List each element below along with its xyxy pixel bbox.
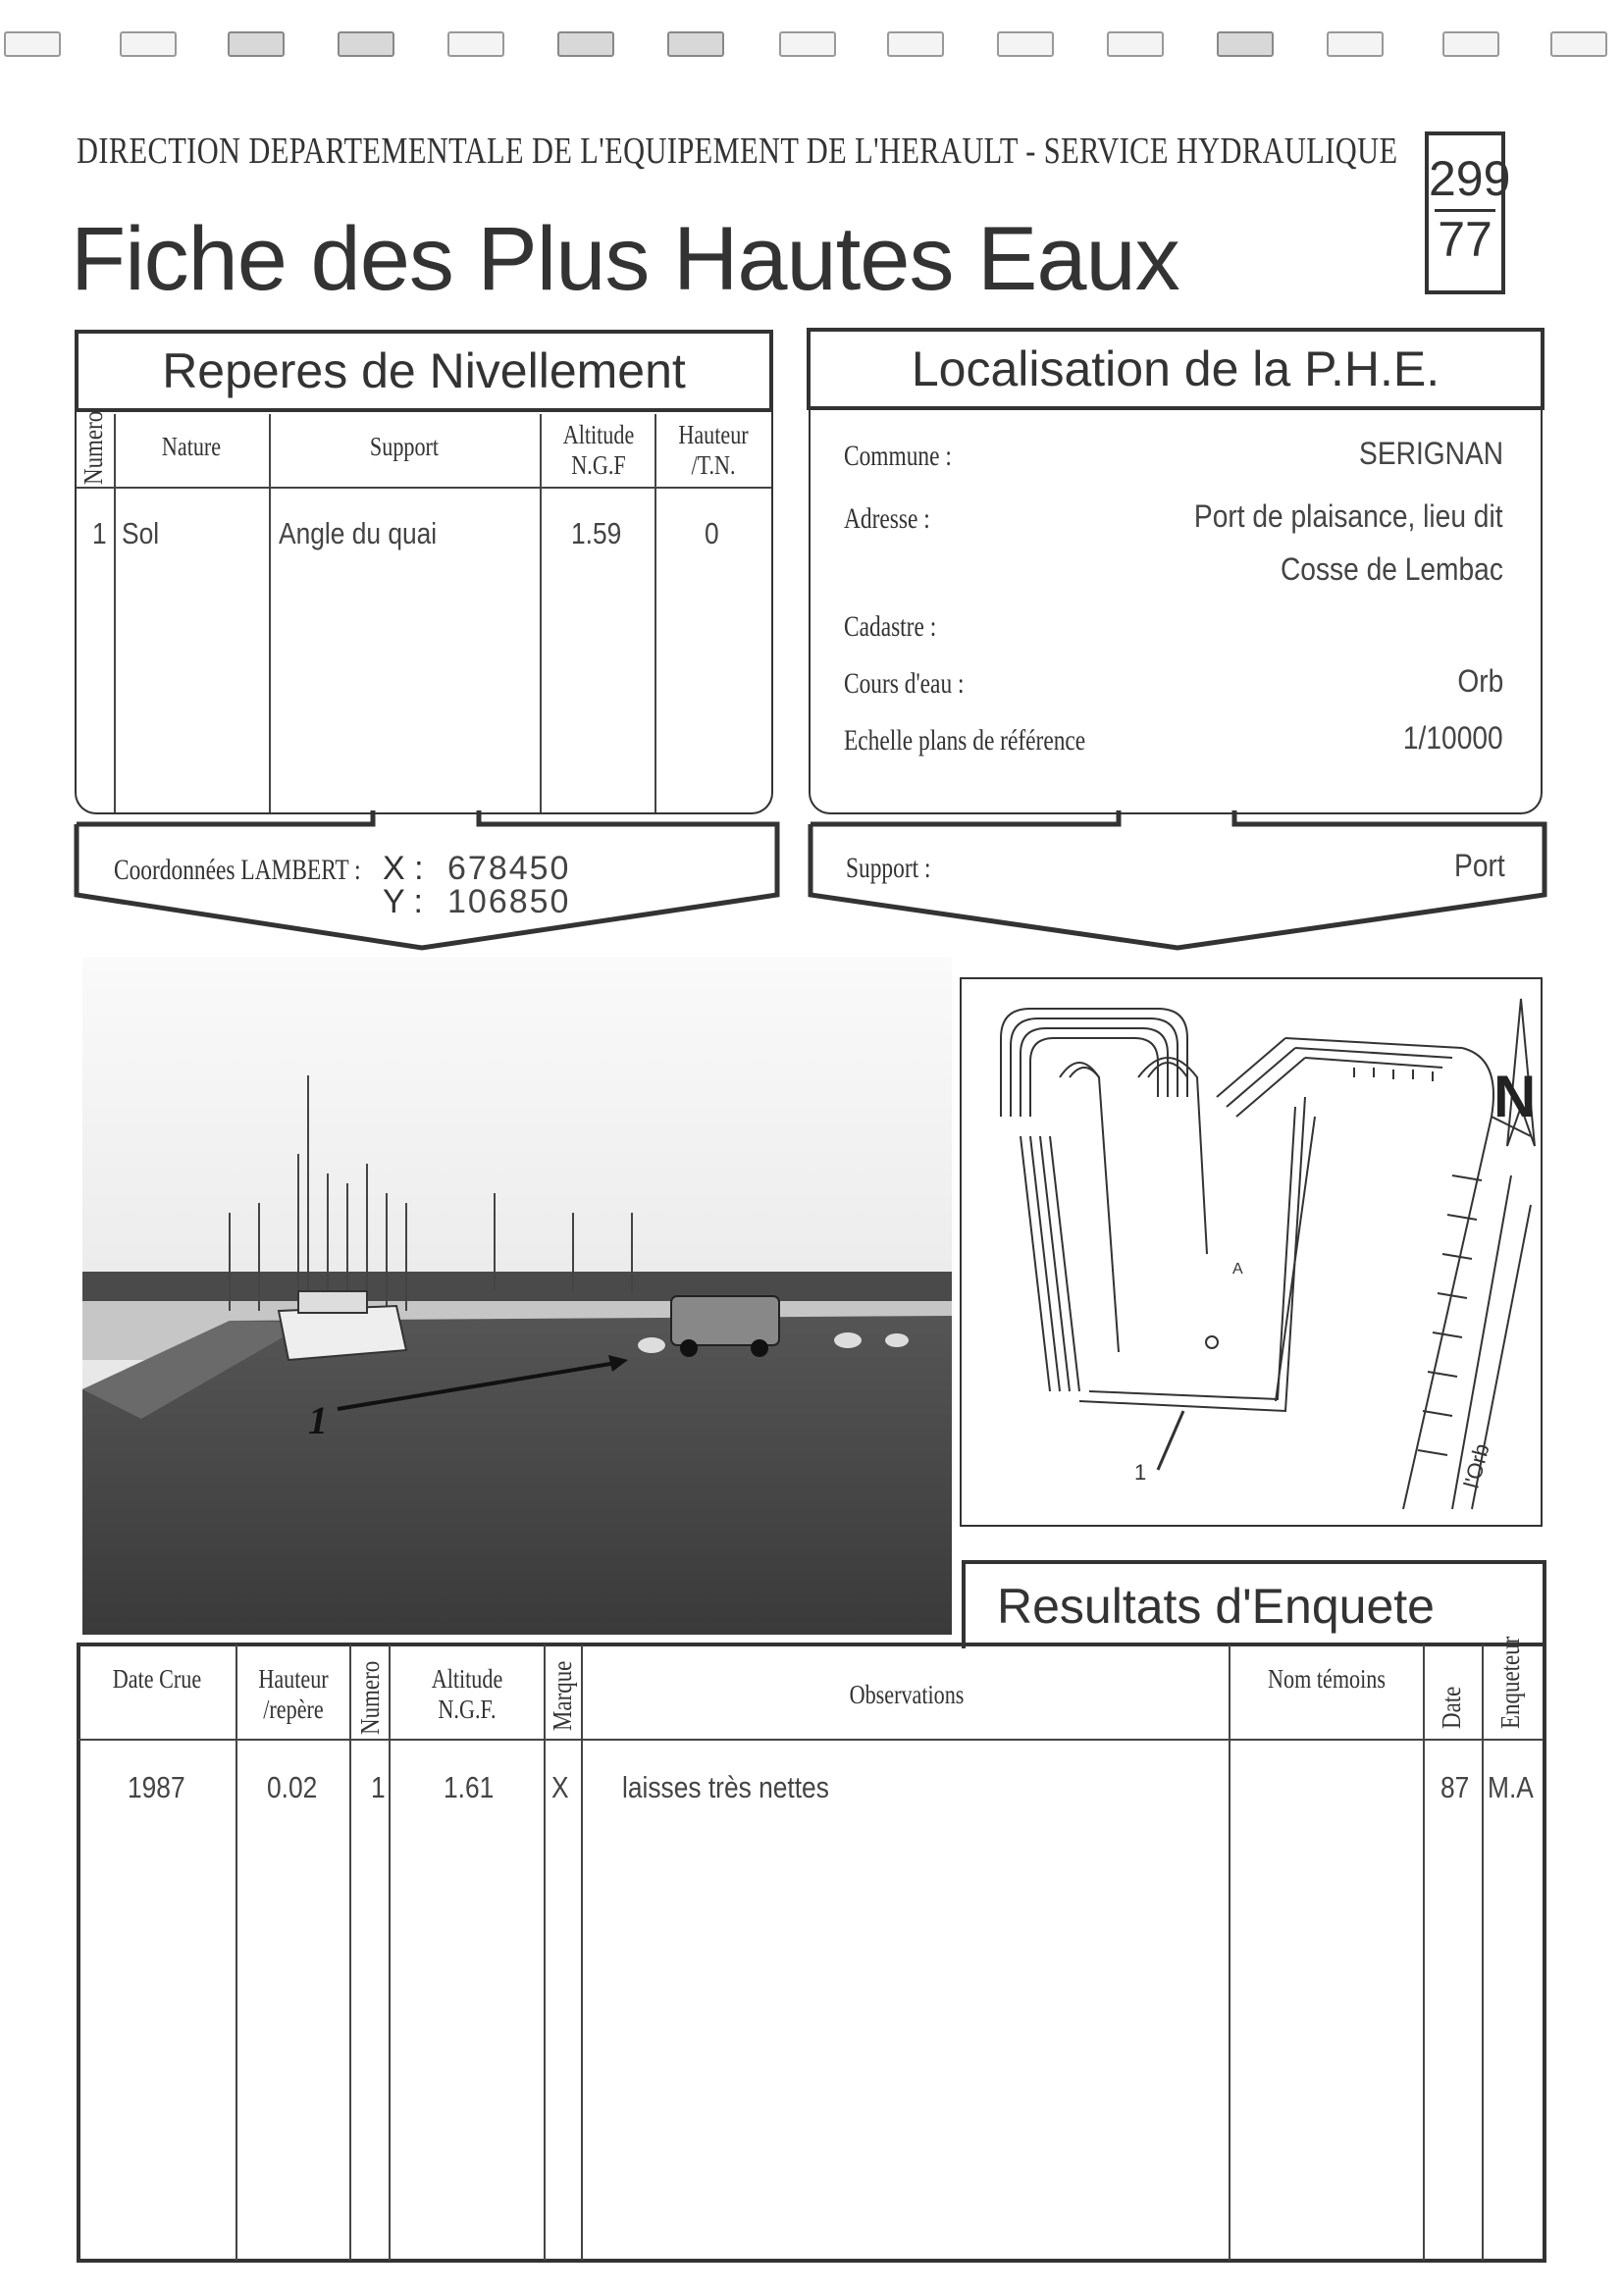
echelle-label: Echelle plans de référence <box>844 724 1086 757</box>
resultats-row-altitude: 1.61 <box>444 1770 495 1804</box>
cours-eau-value: Orb <box>1457 663 1503 699</box>
col-divider <box>1482 1644 1484 2261</box>
lambert-x-label: X : <box>383 850 424 887</box>
fiche-number-box <box>1425 131 1511 294</box>
plan-point-label: 1 <box>1134 1460 1147 1485</box>
site-photo <box>82 958 952 1635</box>
lambert-y-value: 106850 <box>447 883 571 920</box>
binding-hole <box>887 31 944 57</box>
site-plan-drawing <box>962 979 1541 1525</box>
resultats-row-numero: 1 <box>371 1770 386 1804</box>
support-label: Support : <box>846 852 931 884</box>
cadastre-label: Cadastre : <box>844 610 937 643</box>
col-divider <box>581 1644 583 2261</box>
resultats-col-numero: Numero <box>355 1660 385 1735</box>
resultats-col-enqueteur: Enqueteur <box>1495 1636 1525 1729</box>
reperes-row-numero: 1 <box>92 516 107 550</box>
adresse-line1: Port de plaisance, lieu dit <box>1194 498 1503 534</box>
north-label: N <box>1493 1064 1537 1129</box>
binding-hole <box>228 31 285 57</box>
photo-marker: 1 <box>308 1398 328 1442</box>
reperes-header-divider <box>77 487 771 489</box>
reperes-col-altitude: Altitude N.G.F <box>562 420 635 481</box>
binding-hole <box>447 31 504 57</box>
support-value: Port <box>1454 848 1505 883</box>
col-divider <box>236 1644 237 2261</box>
commune-label: Commune : <box>844 440 952 472</box>
binding-hole <box>557 31 614 57</box>
fiche-number-bottom: 77 <box>1435 209 1495 266</box>
binding-hole <box>120 31 177 57</box>
col-divider <box>654 414 656 812</box>
fiche-number-top: 299 <box>1429 151 1511 206</box>
reperes-row-hauteur: 0 <box>705 516 719 550</box>
resultats-row-hauteur: 0.02 <box>267 1770 318 1804</box>
lambert-label: Coordonnées LAMBERT : <box>114 854 361 886</box>
reperes-col-support: Support <box>369 432 440 461</box>
reperes-col-numero: Numero <box>79 410 108 485</box>
resultats-row-date-crue: 1987 <box>128 1770 185 1804</box>
resultats-col-observations: Observations <box>849 1680 965 1709</box>
binding-hole <box>4 31 61 57</box>
commune-value: SERIGNAN <box>1358 436 1503 471</box>
adresse-line2: Cosse de Lembac <box>1281 551 1503 587</box>
resultats-col-date-crue: Date Crue <box>112 1664 202 1694</box>
resultats-header-divider <box>79 1739 1543 1741</box>
lambert-y-label: Y : <box>383 883 423 920</box>
echelle-value: 1/10000 <box>1403 720 1503 756</box>
binding-hole <box>338 31 394 57</box>
resultats-col-marque: Marque <box>548 1660 577 1731</box>
river-label: l'Orb <box>1458 1440 1494 1491</box>
col-divider <box>540 414 542 812</box>
plan-point-a: A <box>1232 1261 1243 1278</box>
binding-hole <box>1550 31 1607 57</box>
cours-eau-label: Cours d'eau : <box>844 667 965 700</box>
lambert-x-value: 678450 <box>447 850 571 887</box>
adresse-label: Adresse : <box>844 502 930 535</box>
col-divider <box>114 414 116 812</box>
col-divider <box>389 1644 391 2261</box>
binding-hole <box>779 31 836 57</box>
binding-hole <box>1107 31 1164 57</box>
reperes-col-hauteur: Hauteur /T.N. <box>678 420 749 481</box>
resultats-row-enqueteur: M.A <box>1488 1770 1534 1804</box>
binding-hole <box>1442 31 1499 57</box>
col-divider <box>544 1644 546 2261</box>
reperes-title: Reperes de Nivellement <box>75 330 773 412</box>
reperes-row-altitude: 1.59 <box>571 516 622 550</box>
col-divider <box>1423 1644 1425 2261</box>
localisation-title: Localisation de la P.H.E. <box>807 328 1544 410</box>
resultats-row-observations: laisses très nettes <box>622 1770 829 1804</box>
col-divider <box>349 1644 351 2261</box>
binding-hole <box>1327 31 1384 57</box>
binding-hole <box>997 31 1054 57</box>
reperes-col-nature: Nature <box>161 432 222 461</box>
reperes-row-nature: Sol <box>122 516 160 550</box>
resultats-row-date: 87 <box>1440 1770 1470 1804</box>
binding-hole <box>1217 31 1274 57</box>
resultats-title: Resultats d'Enquete <box>997 1579 1435 1634</box>
col-divider <box>269 414 271 812</box>
resultats-col-date: Date <box>1437 1686 1466 1729</box>
col-divider <box>1229 1644 1230 2261</box>
resultats-col-altitude: Altitude N.G.F. <box>431 1664 503 1725</box>
reperes-row-support: Angle du quai <box>279 516 438 550</box>
binding-hole <box>667 31 724 57</box>
resultats-col-hauteur: Hauteur /repère <box>258 1664 329 1725</box>
organisation-header: DIRECTION DEPARTEMENTALE DE L'EQUIPEMENT DE L'HERAULT - SERVICE HYDRAULIQUE <box>77 130 1398 172</box>
resultats-col-temoins: Nom témoins <box>1268 1664 1386 1694</box>
resultats-table <box>77 1643 1546 2263</box>
resultats-row-marque: X <box>551 1770 569 1804</box>
page-title: Fiche des Plus Hautes Eaux <box>71 209 1179 309</box>
